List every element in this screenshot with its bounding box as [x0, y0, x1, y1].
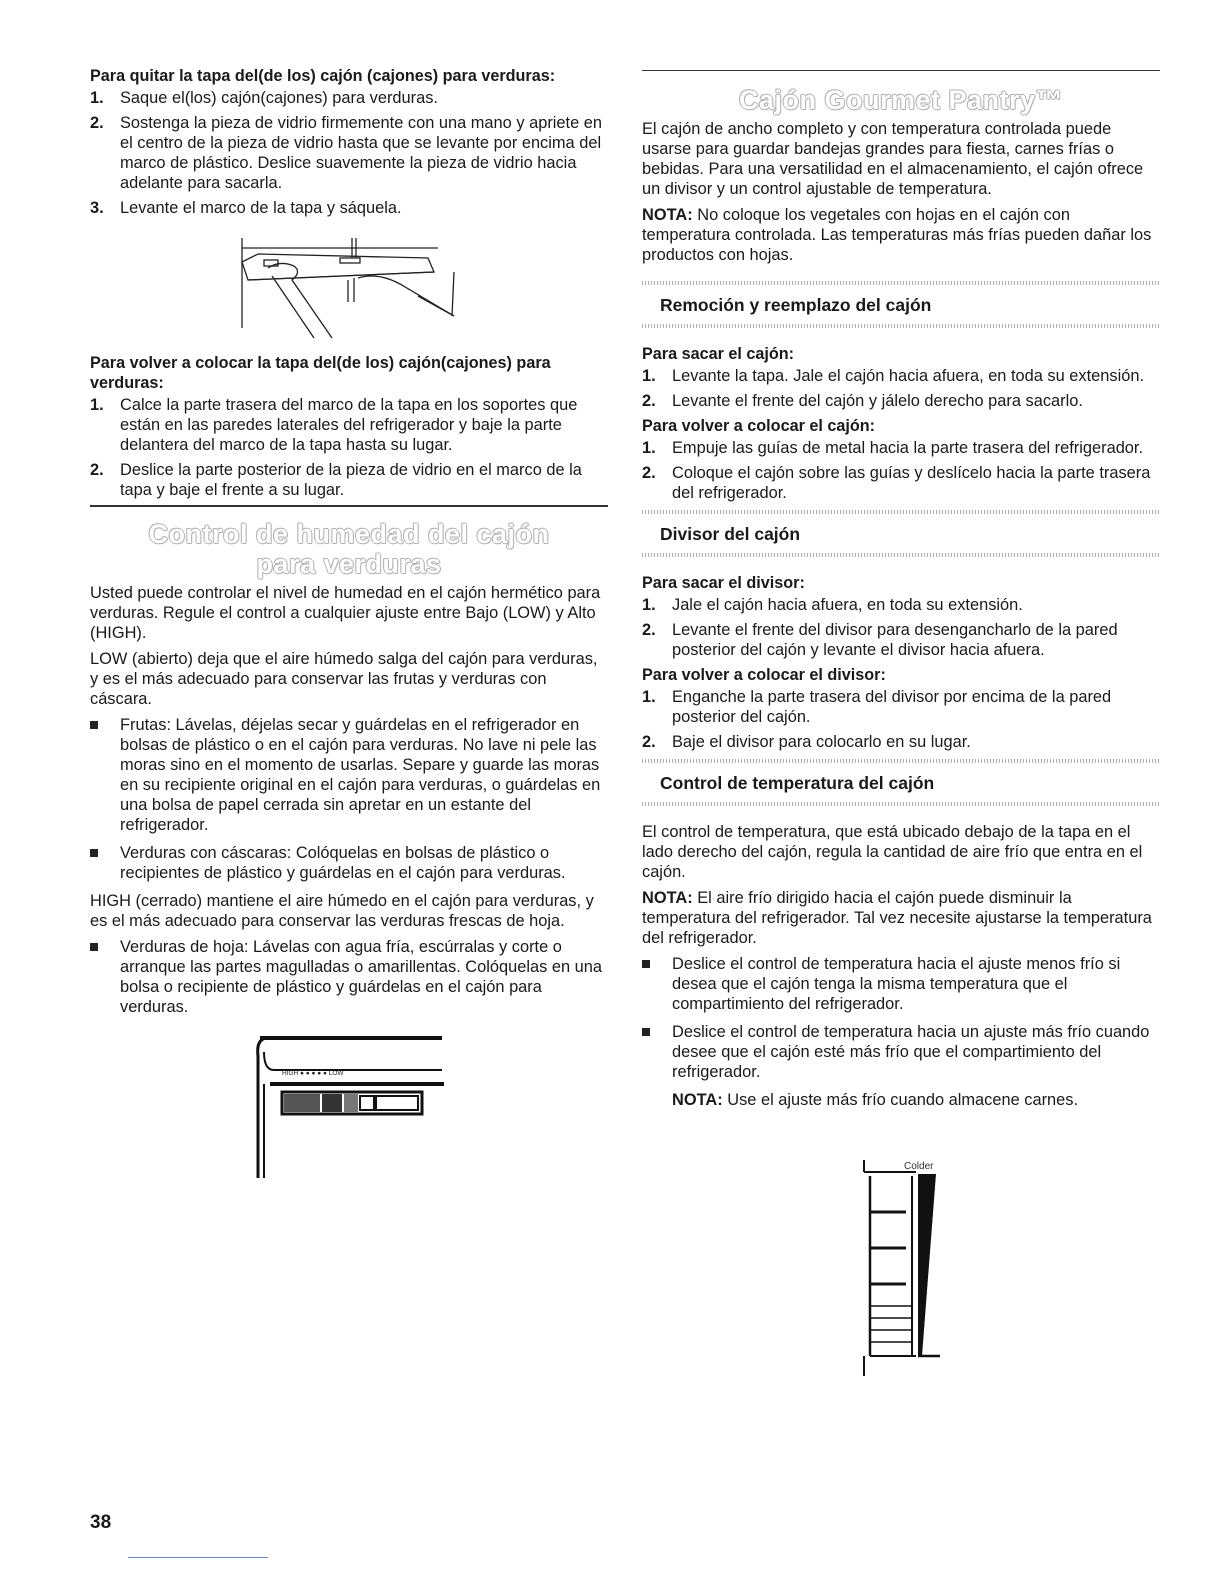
low-bullets — [90, 715, 608, 883]
replace-divider-steps — [642, 687, 1160, 752]
remove-drawer-steps — [642, 366, 1160, 411]
lid-removal-illustration — [228, 232, 468, 344]
high-bullets — [90, 937, 608, 1017]
humidity-control-illustration — [250, 1028, 450, 1188]
colder-label: Colder — [904, 1161, 934, 1172]
temp-section-header: Control de temperatura del cajón — [642, 757, 1160, 814]
left-column — [90, 66, 608, 1025]
section-divider — [90, 505, 608, 507]
list-item: Verduras con cáscaras: Colóquelas en bolsas de plástico o recipientes de plástico y guárdelas en el cajón para verduras. — [90, 843, 608, 883]
list-item: 2. Levante el frente del divisor para desengancharlo de la pared posterior del cajón y levante el divisor hacia afuera. — [642, 621, 1118, 659]
list-item: 1. Jale el cajón hacia afuera, en toda su extensión. — [642, 596, 1023, 614]
pantry-intro: El cajón de ancho completo y con temperatura controlada puede usarse para guardar bandejas grandes para fiesta, carnes frías o bebidas. Para una versatilidad en el almacenamiento, el cajón ofrece un divisor y un control ajustable de temperatura. — [642, 120, 1144, 198]
remove-divider-heading: Para sacar el divisor: — [642, 574, 805, 592]
page-number: 38 — [90, 1512, 112, 1533]
humidity-intro: Usted puede controlar el nivel de humedad en el cajón hermético para verduras. Regule el control a cualquier ajuste entre Bajo (LOW) y Alto (HIGH). — [90, 584, 601, 642]
list-item: 1. Calce la parte trasera del marco de la tapa en los soportes que están en las paredes laterales del refrigerador y baje la parte delantera del marco de la tapa hasta su lugar. — [90, 396, 578, 454]
list-item: 2. Coloque el cajón sobre las guías y deslícelo hacia la parte trasera del refrigerador. — [642, 464, 1151, 502]
humidity-scale-label: HIGH ● ● ● ● ● LOW — [282, 1070, 344, 1077]
list-item: 1. Empuje las guías de metal hacia la parte trasera del refrigerador. — [642, 439, 1144, 457]
list-item: Deslice el control de temperatura hacia un ajuste más frío cuando desee que el cajón esté más frío que el compartimiento del refrigerador. — [642, 1022, 1160, 1082]
list-item: 3. Levante el marco de la tapa y sáquela. — [90, 199, 402, 217]
replace-divider-heading: Para volver a colocar el divisor: — [642, 666, 886, 684]
list-item: 1. Enganche la parte trasera del divisor por encima de la pared posterior del cajón. — [642, 688, 1112, 726]
right-column — [642, 70, 1160, 1116]
list-item: 2. Deslice la parte posterior de la pieza de vidrio en el marco de la tapa y baje el frente a su lugar. — [90, 461, 582, 499]
list-item: 1. Saque el(los) cajón(cajones) para verduras. — [90, 89, 438, 107]
divider-section-header: Divisor del cajón — [642, 508, 1160, 565]
list-item: 2. Levante el frente del cajón y jálelo derecho para sacarlo. — [642, 392, 1083, 410]
temp-note-2: NOTA: Use el ajuste más frío cuando almacene carnes. — [672, 1091, 1079, 1109]
pantry-note: NOTA: No coloque los vegetales con hojas en el cajón con temperatura controlada. Las temperaturas más frías pueden dañar los productos con hojas. — [642, 206, 1152, 264]
footer-line — [128, 1557, 268, 1558]
remove-lid-heading: Para quitar la tapa del(de los) cajón (cajones) para verduras: — [90, 67, 556, 85]
list-item: 1. Levante la tapa. Jale el cajón hacia afuera, en toda su extensión. — [642, 367, 1145, 385]
replace-drawer-heading: Para volver a colocar el cajón: — [642, 417, 876, 435]
pantry-section-title: Cajón Gourmet Pantry™ — [738, 85, 1064, 115]
temp-note: NOTA: El aire frío dirigido hacia el cajón puede disminuir la temperatura del refrigerador. Tal vez necesite ajustarse la temperatura del refrigerador. — [642, 889, 1152, 947]
replace-lid-heading: Para volver a colocar la tapa del(de los) cajón(cajones) para verduras: — [90, 354, 551, 392]
temp-bullets — [642, 954, 1160, 1082]
low-description: LOW (abierto) deja que el aire húmedo salga del cajón para verduras, y es el más adecuado para conservar las frutas y verduras con cáscara. — [90, 650, 598, 708]
remove-drawer-heading: Para sacar el cajón: — [642, 345, 795, 363]
remove-section-header: Remoción y reemplazo del cajón — [642, 271, 1160, 336]
list-item: Deslice el control de temperatura hacia el ajuste menos frío si desea que el cajón tenga la misma temperatura que el compartimiento del refrigerador. — [642, 954, 1160, 1014]
high-description: HIGH (cerrado) mantiene el aire húmedo en el cajón para verduras, y es el más adecuado para conservar las verduras frescas de hoja. — [90, 892, 594, 930]
list-item: Frutas: Lávelas, déjelas secar y guárdelas en el refrigerador en bolsas de plástico o en el cajón para verduras. No lave ni pele las moras sino en el momento de usarlas. Separe y guarde las moras en su recipiente original en el cajón para verduras, o guárdelas en una bolsa de papel cerrada sin apretar en un estante del refrigerador. — [90, 715, 608, 835]
temperature-control-illustration — [856, 1156, 956, 1380]
humidity-section-title: Control de humedad del cajón para verduras — [148, 519, 550, 579]
remove-divider-steps — [642, 595, 1160, 660]
list-item: 2. Sostenga la pieza de vidrio firmemente con una mano y apriete en el centro de la pieza de vidrio hasta que se levante por encima del marco de plástico. Deslice suavemente la pieza de vidrio hacia adelante para sacarla. — [90, 114, 602, 192]
replace-drawer-steps — [642, 438, 1160, 503]
list-item: 2. Baje el divisor para colocarlo en su lugar. — [642, 733, 971, 751]
temp-intro: El control de temperatura, que está ubicado debajo de la tapa en el lado derecho del cajón, regula la cantidad de aire frío que entra en el cajón. — [642, 823, 1143, 881]
list-item: Verduras de hoja: Lávelas con agua fría, escúrralas y corte o arranque las partes magulladas o amarillentas. Colóquelas en una bolsa o recipiente de plástico y guárdelas en el cajón para verduras. — [90, 937, 608, 1017]
section-divider — [642, 70, 1160, 71]
replace-lid-steps — [90, 395, 608, 500]
remove-lid-steps — [90, 88, 608, 218]
